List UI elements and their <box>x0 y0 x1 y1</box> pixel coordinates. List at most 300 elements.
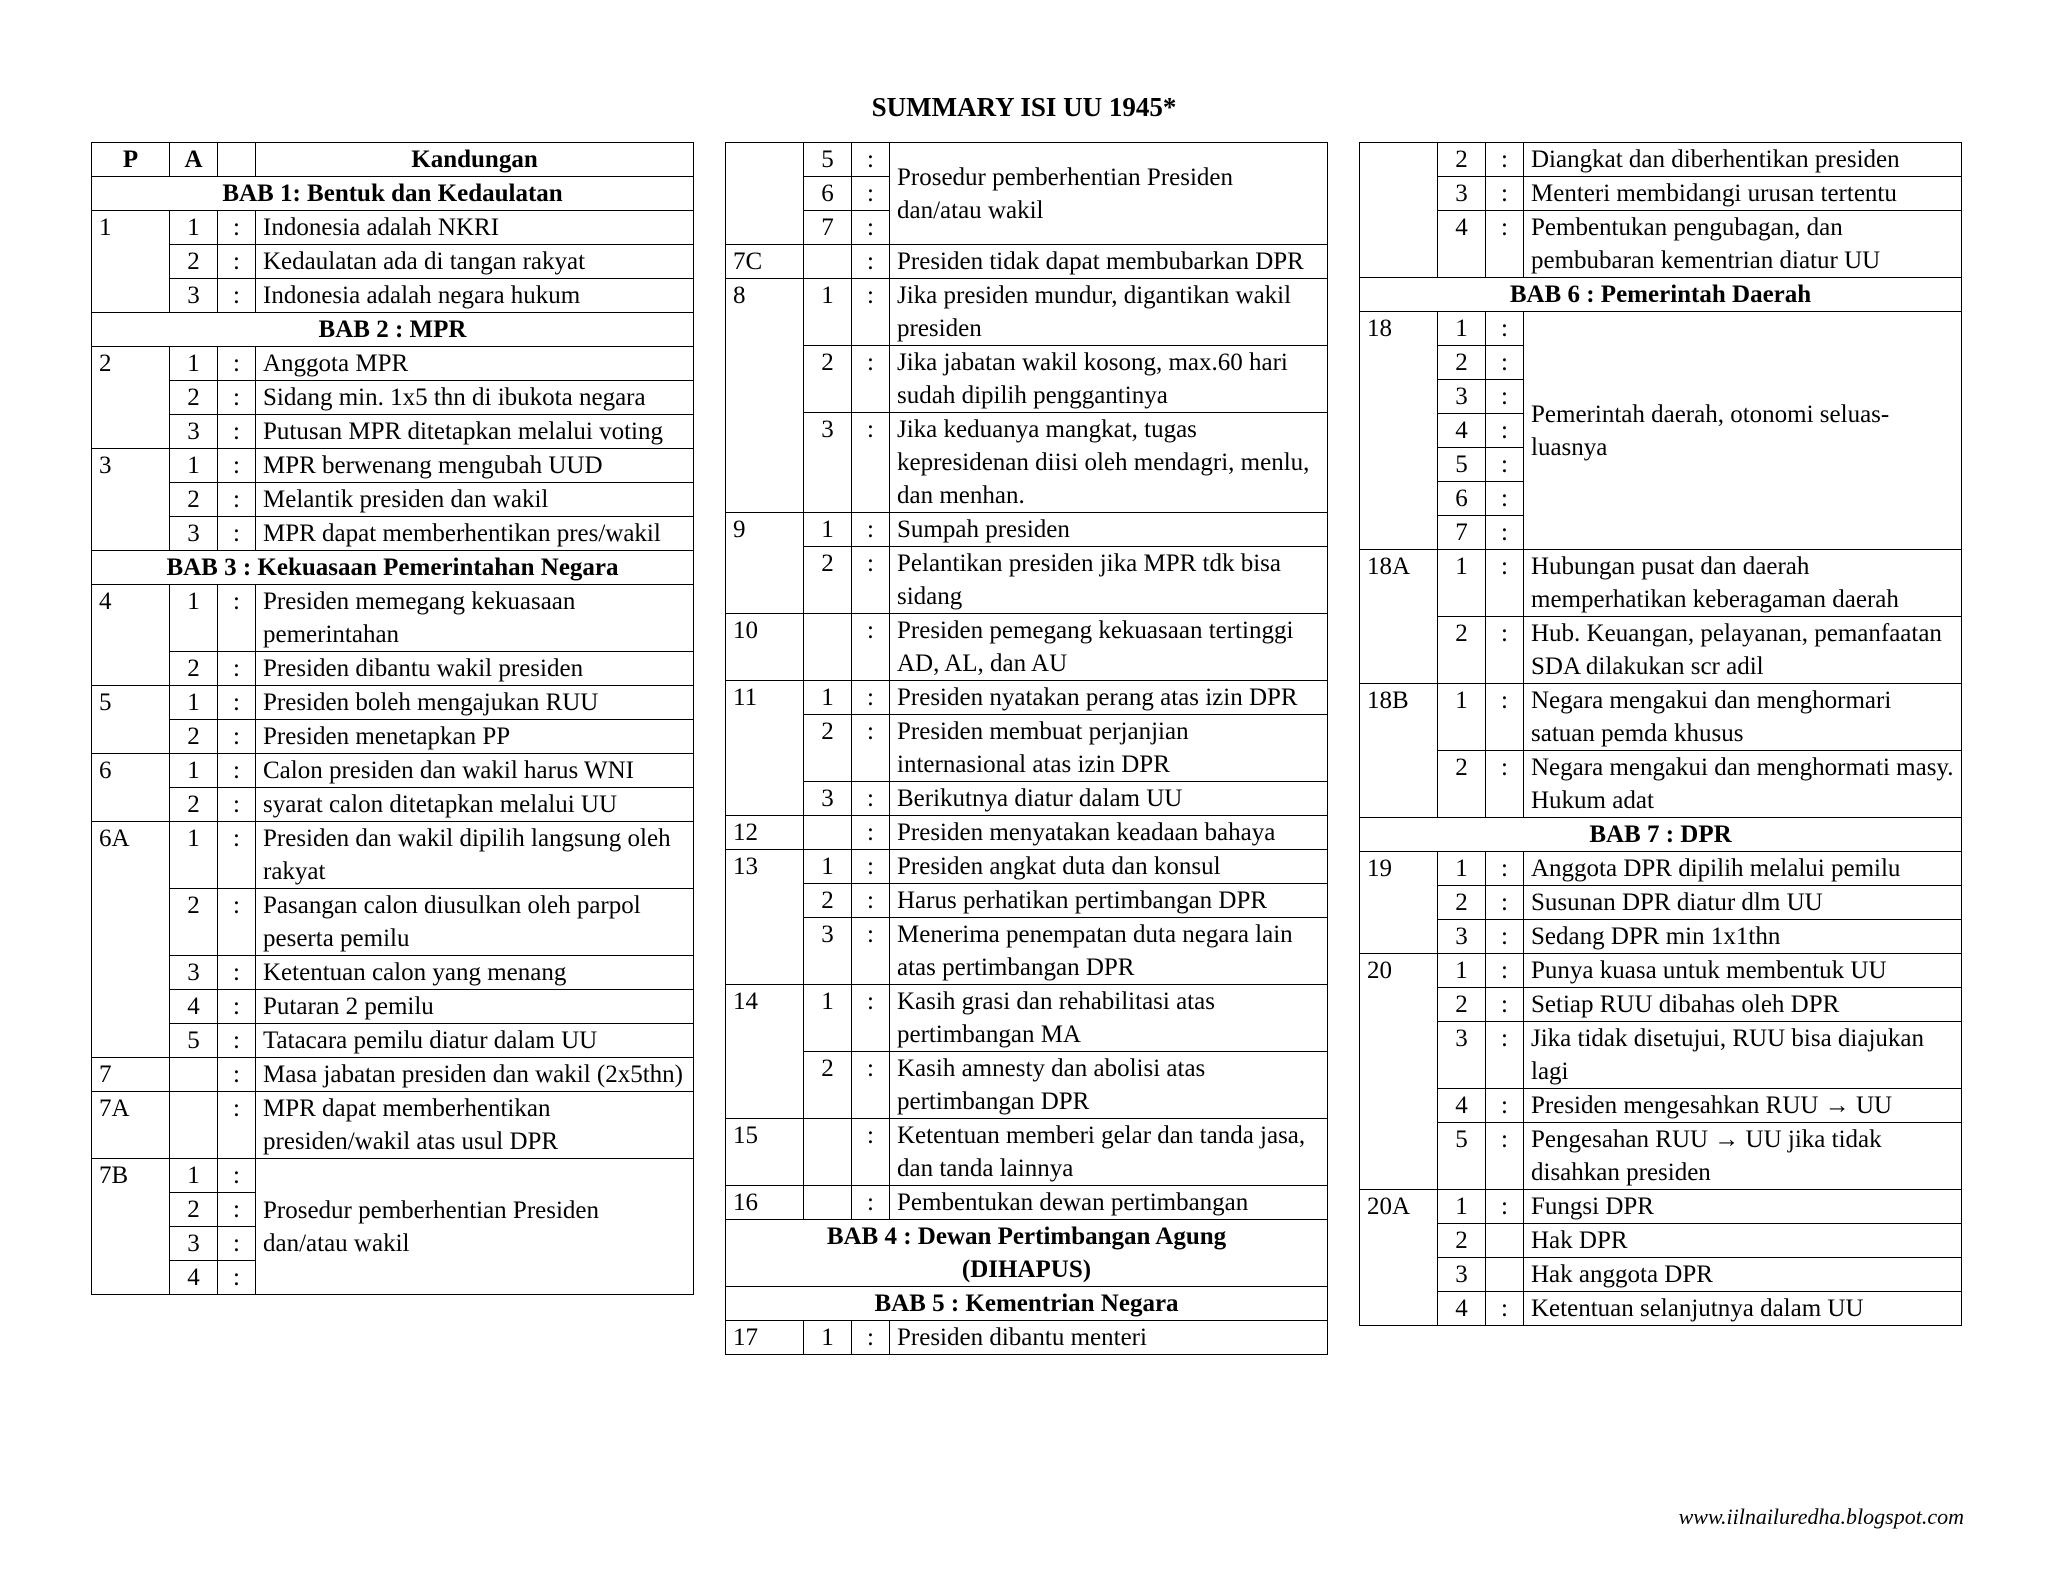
ayat-cell: 2 <box>804 715 852 782</box>
ayat-cell: 4 <box>1438 211 1486 278</box>
separator-cell: : <box>852 211 890 245</box>
content-cell: Calon presiden dan wakil harus WNI <box>256 754 694 788</box>
content-cell: Ketentuan selanjutnya dalam UU <box>1524 1292 1962 1326</box>
ayat-cell: 1 <box>170 1159 218 1193</box>
ayat-cell: 5 <box>1438 1123 1486 1190</box>
separator-cell: : <box>852 513 890 547</box>
table-row <box>92 1024 694 1058</box>
content-cell: Harus perhatikan pertimbangan DPR <box>890 884 1328 918</box>
separator-cell <box>1486 1258 1524 1292</box>
summary-table-3 <box>1359 142 1962 1326</box>
separator-cell: : <box>1486 920 1524 954</box>
ayat-cell: 5 <box>1438 448 1486 482</box>
pasal-cell: 15 <box>726 1119 804 1186</box>
separator-cell: : <box>218 686 256 720</box>
content-cell: Pengesahan RUU → UU jika tidak disahkan presiden <box>1524 1123 1962 1190</box>
column-1 <box>91 142 694 1295</box>
separator-cell: : <box>852 1052 890 1119</box>
pasal-cell: 7A <box>92 1092 170 1159</box>
content-cell: Pasangan calon diusulkan oleh parpol peserta pemilu <box>256 889 694 956</box>
separator-cell: : <box>1486 988 1524 1022</box>
header-blank <box>218 143 256 177</box>
pasal-cell: 8 <box>726 279 804 513</box>
content-cell: syarat calon ditetapkan melalui UU <box>256 788 694 822</box>
table-row <box>92 822 694 889</box>
separator-cell: : <box>1486 312 1524 346</box>
ayat-cell: 1 <box>804 681 852 715</box>
ayat-cell: 4 <box>1438 1292 1486 1326</box>
section-title: BAB 3 : Kekuasaan Pemerintahan Negara <box>92 551 694 585</box>
table-row <box>1360 852 1962 886</box>
ayat-cell: 2 <box>1438 988 1486 1022</box>
table-row <box>1360 143 1962 177</box>
content-cell: Presiden angkat duta dan konsul <box>890 850 1328 884</box>
content-cell: Pembentukan pengubagan, dan pembubaran kementrian diatur UU <box>1524 211 1962 278</box>
content-cell: Hak DPR <box>1524 1224 1962 1258</box>
content-cell: Jika keduanya mangkat, tugas kepresidenan diisi oleh mendagri, menlu, dan menhan. <box>890 413 1328 513</box>
ayat-cell: 3 <box>170 279 218 313</box>
pasal-cell: 19 <box>1360 852 1438 954</box>
content-cell: Tatacara pemilu diatur dalam UU <box>256 1024 694 1058</box>
table-row <box>92 279 694 313</box>
content-cell <box>256 1159 694 1295</box>
table-row <box>1360 1224 1962 1258</box>
separator-cell: : <box>852 413 890 513</box>
website-footer: www.iilnailuredha.blogspot.com <box>1678 1504 1964 1529</box>
content-cell: Jika jabatan wakil kosong, max.60 hari sudah dipilih penggantinya <box>890 346 1328 413</box>
section-row <box>726 1220 1328 1287</box>
table-row <box>92 956 694 990</box>
table-row <box>726 715 1328 782</box>
table-row <box>726 413 1328 513</box>
separator-cell: : <box>1486 143 1524 177</box>
separator-cell: : <box>218 754 256 788</box>
ayat-cell <box>804 614 852 681</box>
separator-cell: : <box>218 720 256 754</box>
content-cell: Anggota MPR <box>256 347 694 381</box>
content-cell: Putaran 2 pemilu <box>256 990 694 1024</box>
pasal-cell: 2 <box>92 347 170 449</box>
separator-cell: : <box>852 816 890 850</box>
separator-cell: : <box>1486 516 1524 550</box>
content-cell: MPR dapat memberhentikan presiden/wakil atas usul DPR <box>256 1092 694 1159</box>
section-row <box>92 177 694 211</box>
pasal-cell: 14 <box>726 985 804 1119</box>
ayat-cell: 3 <box>1438 920 1486 954</box>
table-row <box>1360 954 1962 988</box>
section-title: BAB 7 : DPR <box>1360 818 1962 852</box>
content-cell: Indonesia adalah negara hukum <box>256 279 694 313</box>
pasal-cell: 18A <box>1360 550 1438 684</box>
ayat-cell: 4 <box>170 1261 218 1295</box>
content-cell: Hak anggota DPR <box>1524 1258 1962 1292</box>
separator-cell: : <box>1486 482 1524 516</box>
separator-cell: : <box>852 346 890 413</box>
table-row <box>92 889 694 956</box>
table-row <box>92 245 694 279</box>
table-row <box>92 585 694 652</box>
content-cell: Fungsi DPR <box>1524 1190 1962 1224</box>
ayat-cell: 6 <box>804 177 852 211</box>
separator-cell: : <box>1486 617 1524 684</box>
ayat-cell: 6 <box>1438 482 1486 516</box>
ayat-cell: 7 <box>804 211 852 245</box>
separator-cell: : <box>852 245 890 279</box>
content-cell: Ketentuan calon yang menang <box>256 956 694 990</box>
ayat-cell: 5 <box>804 143 852 177</box>
pasal-cell <box>1360 143 1438 278</box>
pasal-cell: 11 <box>726 681 804 816</box>
separator-cell: : <box>852 279 890 346</box>
ayat-cell: 3 <box>170 415 218 449</box>
table-row <box>726 143 1328 177</box>
ayat-cell: 2 <box>170 652 218 686</box>
ayat-cell: 1 <box>1438 1190 1486 1224</box>
header-p: P <box>92 143 170 177</box>
ayat-cell: 2 <box>804 884 852 918</box>
content-cell: MPR dapat memberhentikan pres/wakil <box>256 517 694 551</box>
ayat-cell: 2 <box>170 483 218 517</box>
separator-cell: : <box>1486 177 1524 211</box>
table-row <box>92 652 694 686</box>
pasal-cell: 18B <box>1360 684 1438 818</box>
separator-cell: : <box>852 1186 890 1220</box>
content-cell: Punya kuasa untuk membentuk UU <box>1524 954 1962 988</box>
separator-cell: : <box>218 279 256 313</box>
separator-cell: : <box>218 1024 256 1058</box>
separator-cell: : <box>1486 886 1524 920</box>
content-text: Pemerintah daerah, otonomi seluas-luasnya <box>1531 400 1890 461</box>
pasal-cell: 17 <box>726 1321 804 1355</box>
table-row <box>726 513 1328 547</box>
table-row <box>92 1092 694 1159</box>
table-row <box>726 245 1328 279</box>
table-row <box>92 415 694 449</box>
content-cell: Negara mengakui dan menghormari satuan pemda khusus <box>1524 684 1962 751</box>
separator-cell: : <box>218 889 256 956</box>
content-cell: Presiden nyatakan perang atas izin DPR <box>890 681 1328 715</box>
table-row <box>92 788 694 822</box>
separator-cell: : <box>218 788 256 822</box>
table-row <box>726 884 1328 918</box>
content-cell: Hub. Keuangan, pelayanan, pemanfaatan SDA dilakukan scr adil <box>1524 617 1962 684</box>
ayat-cell: 4 <box>1438 414 1486 448</box>
content-cell: Presiden dibantu wakil presiden <box>256 652 694 686</box>
pasal-cell: 3 <box>92 449 170 551</box>
ayat-cell: 4 <box>170 990 218 1024</box>
table-row <box>92 686 694 720</box>
separator-cell: : <box>218 449 256 483</box>
separator-cell: : <box>1486 380 1524 414</box>
ayat-cell: 1 <box>170 754 218 788</box>
table-row <box>726 816 1328 850</box>
separator-cell: : <box>218 1261 256 1295</box>
ayat-cell: 1 <box>1438 312 1486 346</box>
ayat-cell: 3 <box>1438 177 1486 211</box>
content-cell: Pembentukan dewan pertimbangan <box>890 1186 1328 1220</box>
ayat-cell <box>804 245 852 279</box>
section-row <box>726 1287 1328 1321</box>
separator-cell: : <box>218 211 256 245</box>
pasal-cell: 5 <box>92 686 170 754</box>
ayat-cell: 1 <box>1438 550 1486 617</box>
table-row <box>726 1052 1328 1119</box>
separator-cell: : <box>218 415 256 449</box>
section-row <box>1360 278 1962 312</box>
table-row <box>726 985 1328 1052</box>
table-row <box>726 1119 1328 1186</box>
table-row <box>92 1159 694 1193</box>
separator-cell: : <box>1486 1089 1524 1123</box>
ayat-cell: 1 <box>170 347 218 381</box>
ayat-cell: 2 <box>1438 346 1486 380</box>
content-cell: Presiden dibantu menteri <box>890 1321 1328 1355</box>
separator-cell: : <box>218 956 256 990</box>
table-row <box>92 483 694 517</box>
separator-cell: : <box>852 614 890 681</box>
ayat-cell <box>170 1092 218 1159</box>
separator-cell: : <box>852 547 890 614</box>
content-cell: Presiden pemegang kekuasaan tertinggi AD, AL, dan AU <box>890 614 1328 681</box>
ayat-cell: 3 <box>170 956 218 990</box>
section-title: BAB 1: Bentuk dan Kedaulatan <box>92 177 694 211</box>
separator-cell: : <box>218 517 256 551</box>
separator-cell: : <box>1486 1022 1524 1089</box>
separator-cell: : <box>1486 852 1524 886</box>
content-cell: Indonesia adalah NKRI <box>256 211 694 245</box>
ayat-cell: 3 <box>804 413 852 513</box>
separator-cell: : <box>1486 684 1524 751</box>
pasal-cell: 13 <box>726 850 804 985</box>
separator-cell <box>1486 1224 1524 1258</box>
content-cell: Jika tidak disetujui, RUU bisa diajukan lagi <box>1524 1022 1962 1089</box>
content-cell: Presiden dan wakil dipilih langsung oleh rakyat <box>256 822 694 889</box>
pasal-cell: 18 <box>1360 312 1438 550</box>
table-row <box>92 754 694 788</box>
table-row <box>1360 211 1962 278</box>
ayat-cell: 1 <box>170 585 218 652</box>
separator-cell: : <box>1486 751 1524 818</box>
content-cell: Setiap RUU dibahas oleh DPR <box>1524 988 1962 1022</box>
table-row <box>1360 312 1962 346</box>
table-row <box>726 782 1328 816</box>
separator-cell: : <box>852 143 890 177</box>
content-cell: Presiden mengesahkan RUU → UU <box>1524 1089 1962 1123</box>
separator-cell: : <box>218 585 256 652</box>
content-cell: Sumpah presiden <box>890 513 1328 547</box>
ayat-cell: 2 <box>1438 886 1486 920</box>
table-row <box>1360 920 1962 954</box>
column-3 <box>1359 142 1962 1326</box>
separator-cell: : <box>1486 414 1524 448</box>
section-row <box>1360 818 1962 852</box>
table-row <box>726 1186 1328 1220</box>
pasal-cell: 4 <box>92 585 170 686</box>
table-row <box>1360 684 1962 751</box>
content-cell: Presiden tidak dapat membubarkan DPR <box>890 245 1328 279</box>
pasal-cell: 9 <box>726 513 804 614</box>
table-row <box>726 1321 1328 1355</box>
content-cell: MPR berwenang mengubah UUD <box>256 449 694 483</box>
content-cell: Kasih grasi dan rehabilitasi atas pertimbangan MA <box>890 985 1328 1052</box>
page-title: SUMMARY ISI UU 1945* <box>871 92 1177 122</box>
ayat-cell: 1 <box>804 1321 852 1355</box>
section-title: BAB 4 : Dewan Pertimbangan Agung (DIHAPUS) <box>726 1220 1328 1287</box>
ayat-cell: 2 <box>1438 143 1486 177</box>
ayat-cell: 1 <box>170 449 218 483</box>
ayat-cell: 4 <box>1438 1089 1486 1123</box>
table-row <box>92 1058 694 1092</box>
ayat-cell: 2 <box>170 245 218 279</box>
table-row <box>92 990 694 1024</box>
table-row <box>92 517 694 551</box>
separator-cell: : <box>852 681 890 715</box>
pasal-cell: 7B <box>92 1159 170 1295</box>
ayat-cell: 1 <box>170 822 218 889</box>
separator-cell: : <box>218 990 256 1024</box>
separator-cell: : <box>218 652 256 686</box>
separator-cell: : <box>852 782 890 816</box>
content-cell: Sedang DPR min 1x1thn <box>1524 920 1962 954</box>
pasal-cell: 7C <box>726 245 804 279</box>
table-row <box>1360 177 1962 211</box>
ayat-cell: 3 <box>804 782 852 816</box>
table-row <box>1360 1190 1962 1224</box>
content-cell: Menteri membidangi urusan tertentu <box>1524 177 1962 211</box>
ayat-cell: 2 <box>1438 1224 1486 1258</box>
ayat-cell: 1 <box>804 850 852 884</box>
ayat-cell: 2 <box>1438 751 1486 818</box>
separator-cell: : <box>1486 954 1524 988</box>
pasal-cell: 10 <box>726 614 804 681</box>
pasal-cell: 20 <box>1360 954 1438 1190</box>
separator-cell: : <box>852 985 890 1052</box>
separator-cell: : <box>218 347 256 381</box>
table-row <box>92 347 694 381</box>
content-cell: Putusan MPR ditetapkan melalui voting <box>256 415 694 449</box>
table-row <box>1360 617 1962 684</box>
separator-cell: : <box>218 1058 256 1092</box>
ayat-cell: 2 <box>170 381 218 415</box>
separator-cell: : <box>852 715 890 782</box>
content-cell: Jika presiden mundur, digantikan wakil presiden <box>890 279 1328 346</box>
table-row <box>1360 1022 1962 1089</box>
content-cell: Diangkat dan diberhentikan presiden <box>1524 143 1962 177</box>
separator-cell: : <box>218 822 256 889</box>
separator-cell: : <box>852 918 890 985</box>
ayat-cell <box>804 1119 852 1186</box>
separator-cell: : <box>218 245 256 279</box>
content-cell: Presiden menetapkan PP <box>256 720 694 754</box>
content-cell <box>1524 312 1962 550</box>
ayat-cell: 7 <box>1438 516 1486 550</box>
ayat-cell: 1 <box>1438 684 1486 751</box>
ayat-cell: 1 <box>804 985 852 1052</box>
pasal-cell: 6 <box>92 754 170 822</box>
column-2 <box>725 142 1328 1355</box>
summary-table-1 <box>91 142 694 1295</box>
table-row <box>726 614 1328 681</box>
ayat-cell: 1 <box>804 513 852 547</box>
separator-cell: : <box>1486 1292 1524 1326</box>
separator-cell: : <box>852 1321 890 1355</box>
section-row <box>92 551 694 585</box>
separator-cell: : <box>852 850 890 884</box>
separator-cell: : <box>1486 1190 1524 1224</box>
content-cell: Pelantikan presiden jika MPR tdk bisa sidang <box>890 547 1328 614</box>
separator-cell: : <box>1486 346 1524 380</box>
content-cell: Anggota DPR dipilih melalui pemilu <box>1524 852 1962 886</box>
content-cell <box>890 143 1328 245</box>
ayat-cell: 1 <box>1438 954 1486 988</box>
content-text: Prosedur pemberhentian Presiden dan/atau wakil <box>897 163 1234 224</box>
table-row <box>1360 550 1962 617</box>
ayat-cell: 2 <box>170 1193 218 1227</box>
ayat-cell: 3 <box>804 918 852 985</box>
ayat-cell: 2 <box>170 720 218 754</box>
header-a: A <box>170 143 218 177</box>
pasal-cell: 12 <box>726 816 804 850</box>
ayat-cell: 1 <box>170 686 218 720</box>
separator-cell: : <box>218 1092 256 1159</box>
content-cell: Presiden boleh mengajukan RUU <box>256 686 694 720</box>
table-row <box>1360 751 1962 818</box>
table-row <box>726 279 1328 346</box>
separator-cell: : <box>218 483 256 517</box>
ayat-cell: 1 <box>170 211 218 245</box>
table-row <box>726 918 1328 985</box>
separator-cell: : <box>218 1159 256 1193</box>
content-text: Prosedur pemberhentian Presiden dan/atau wakil <box>263 1196 600 1257</box>
separator-cell: : <box>1486 211 1524 278</box>
content-cell: Berikutnya diatur dalam UU <box>890 782 1328 816</box>
header-kandungan: Kandungan <box>256 143 694 177</box>
table-row <box>1360 1089 1962 1123</box>
separator-cell: : <box>218 381 256 415</box>
ayat-cell: 2 <box>170 889 218 956</box>
ayat-cell: 2 <box>1438 617 1486 684</box>
content-cell: Menerima penempatan duta negara lain atas pertimbangan DPR <box>890 918 1328 985</box>
content-cell: Melantik presiden dan wakil <box>256 483 694 517</box>
pasal-cell: 7 <box>92 1058 170 1092</box>
table-row <box>92 381 694 415</box>
content-cell: Susunan DPR diatur dlm UU <box>1524 886 1962 920</box>
pasal-cell <box>726 143 804 245</box>
ayat-cell: 2 <box>804 1052 852 1119</box>
content-cell: Kedaulatan ada di tangan rakyat <box>256 245 694 279</box>
table-row <box>726 850 1328 884</box>
ayat-cell: 1 <box>804 279 852 346</box>
ayat-cell: 2 <box>804 346 852 413</box>
section-title: BAB 5 : Kementrian Negara <box>726 1287 1328 1321</box>
separator-cell: : <box>1486 1123 1524 1190</box>
table-row <box>1360 1258 1962 1292</box>
pasal-cell: 16 <box>726 1186 804 1220</box>
table-row <box>1360 886 1962 920</box>
ayat-cell <box>170 1058 218 1092</box>
section-row <box>92 313 694 347</box>
content-cell: Kasih amnesty dan abolisi atas pertimbangan DPR <box>890 1052 1328 1119</box>
separator-cell: : <box>852 1119 890 1186</box>
content-cell: Presiden menyatakan keadaan bahaya <box>890 816 1328 850</box>
separator-cell: : <box>1486 550 1524 617</box>
content-cell: Sidang min. 1x5 thn di ibukota negara <box>256 381 694 415</box>
ayat-cell: 3 <box>1438 1258 1486 1292</box>
pasal-cell: 6A <box>92 822 170 1058</box>
content-cell: Presiden memegang kekuasaan pemerintahan <box>256 585 694 652</box>
summary-table-2 <box>725 142 1328 1355</box>
table-row <box>726 346 1328 413</box>
